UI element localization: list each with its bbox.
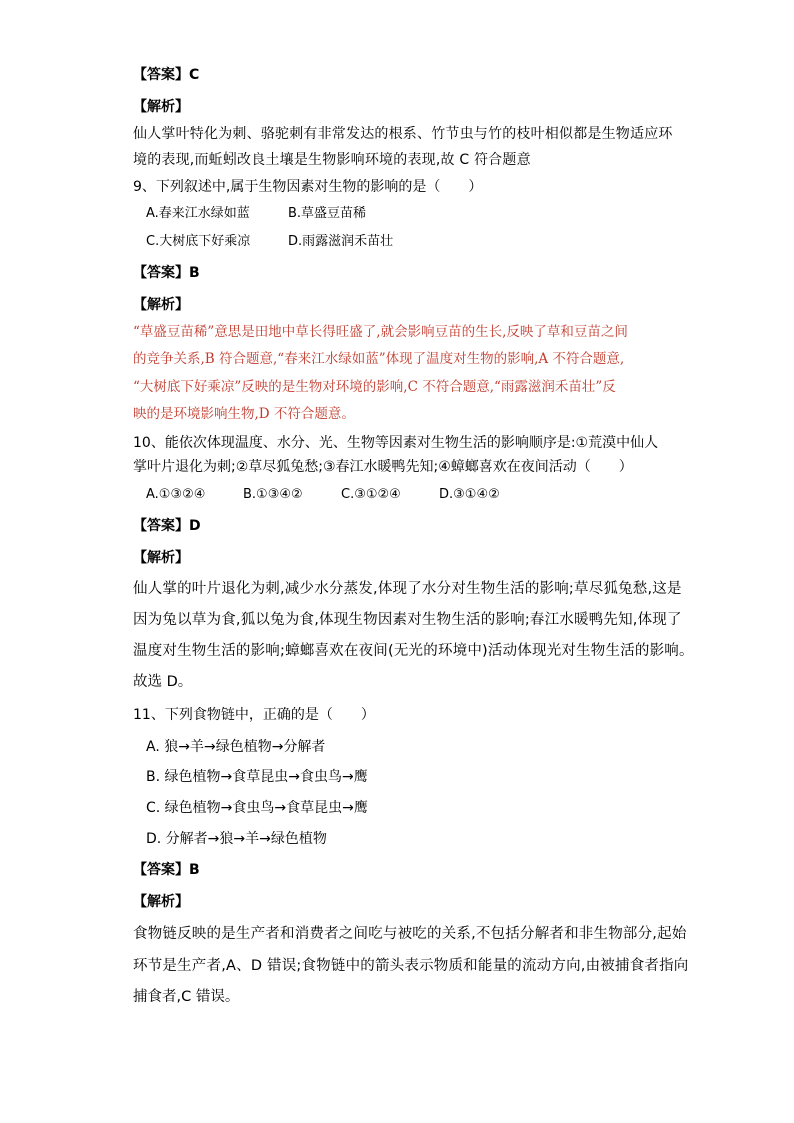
q8-analysis-label: 【解析】 — [133, 99, 189, 115]
q9-analysis-line: 映的是环境影响生物,D 不符合题意。 — [133, 406, 355, 422]
q10-option-b: B.①③④② — [243, 487, 303, 502]
q11-analysis-line: 环节是生产者,A、D 错误;食物链中的箭头表示物质和能量的流动方向,由被捕食者指向 — [133, 958, 689, 974]
q9-analysis-line: “草盛豆苗稀”意思是田地中草长得旺盛了,就会影响豆苗的生长,反映了草和豆苗之间 — [133, 324, 628, 340]
q10-analysis-label: 【解析】 — [133, 550, 189, 566]
q9-option-b: B.草盛豆苗稀 — [288, 206, 367, 221]
q9-option-a: A.春来江水绿如蓝 — [146, 206, 250, 221]
q8-answer: 【答案】C — [133, 67, 200, 83]
q10-analysis-line: 因为兔以草为食,狐以兔为食,体现生物因素对生物生活的影响;春江水暖鸭先知,体现了 — [133, 612, 682, 628]
q9-analysis-label: 【解析】 — [133, 297, 189, 313]
q9-answer: 【答案】B — [133, 265, 200, 281]
q11-analysis-line: 食物链反映的是生产者和消费者之间吃与被吃的关系,不包括分解者和非生物部分,起始 — [133, 926, 687, 942]
q10-stem-line: 10、能依次体现温度、水分、光、生物等因素对生物生活的影响顺序是:①荒漠中仙人 — [133, 435, 659, 451]
q10-analysis-line: 故选 D。 — [133, 674, 193, 690]
q9-analysis-line: 的竞争关系,B 符合题意,“春来江水绿如蓝”体现了温度对生物的影响,A 不符合题意, — [133, 351, 625, 367]
q11-analysis-label: 【解析】 — [133, 894, 189, 910]
q11-analysis-line: 捕食者,C 错误。 — [133, 989, 240, 1005]
q10-analysis-line: 温度对生物生活的影响;蟑螂喜欢在夜间(无光的环境中)活动体现光对生物生活的影响。 — [133, 643, 694, 659]
q8-analysis-line: 仙人掌叶特化为刺、骆驼刺有非常发达的根系、竹节虫与竹的枝叶相似都是生物适应环 — [133, 126, 673, 142]
q8-analysis-line: 境的表现,而蚯蚓改良土壤是生物影响环境的表现,故 C 符合题意 — [133, 152, 531, 168]
q11-option-d: D. 分解者→狼→羊→绿色植物 — [146, 831, 327, 847]
q11-option-a: A. 狼→羊→绿色植物→分解者 — [146, 739, 326, 755]
q9-stem: 9、下列叙述中,属于生物因素对生物的影响的是（ ） — [133, 179, 483, 195]
q10-option-c: C.③①②④ — [341, 487, 401, 502]
q10-answer: 【答案】D — [133, 518, 201, 534]
q9-analysis-line: “大树底下好乘凉”反映的是生物对环境的影响,C 不符合题意,“雨露滋润禾苗壮”反 — [133, 379, 616, 395]
q11-option-b: B. 绿色植物→食草昆虫→食虫鸟→鹰 — [146, 769, 368, 785]
q11-answer: 【答案】B — [133, 862, 200, 878]
q10-stem-line: 掌叶片退化为刺;②草尽狐兔愁;③春江水暖鸭先知;④蟑螂喜欢在夜间活动（ ） — [133, 459, 633, 475]
q10-option-d: D.③①④② — [439, 487, 500, 502]
q9-option-d: D.雨露滋润禾苗壮 — [288, 234, 394, 249]
q11-option-c: C. 绿色植物→食虫鸟→食草昆虫→鹰 — [146, 800, 368, 816]
q11-stem: 11、下列食物链中，正确的是（ ） — [133, 707, 375, 723]
q10-analysis-line: 仙人掌的叶片退化为刺,减少水分蒸发,体现了水分对生物生活的影响;草尽狐兔愁,这是 — [133, 581, 682, 597]
q10-option-a: A.①③②④ — [146, 487, 206, 502]
q9-option-c: C.大树底下好乘凉 — [146, 234, 251, 249]
